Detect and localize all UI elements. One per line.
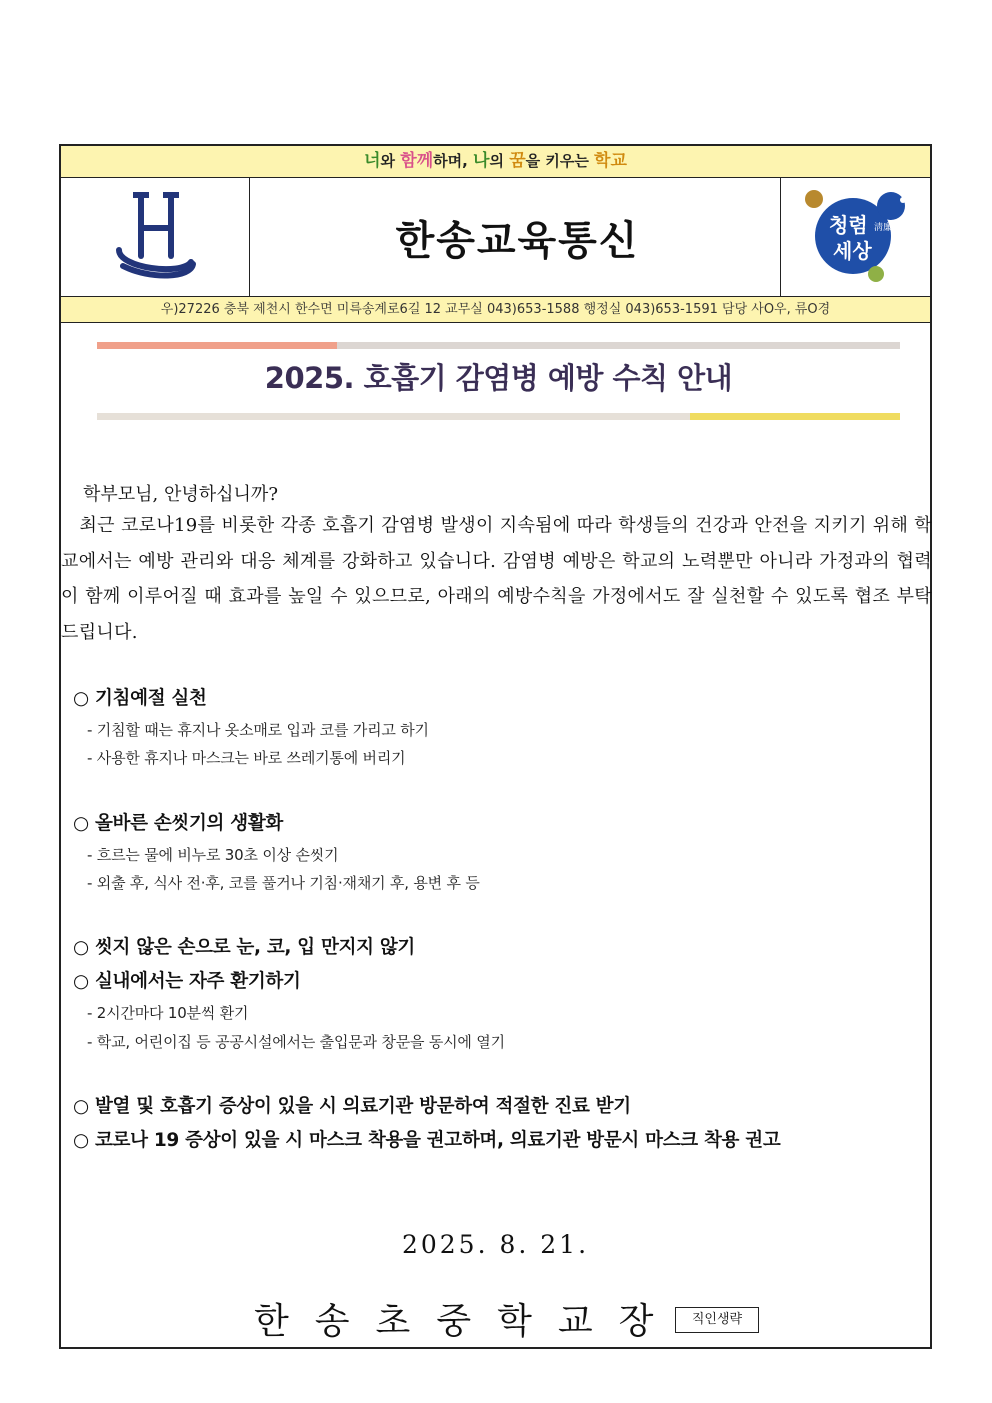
school-logo-icon — [61, 178, 250, 295]
motto-part: 함께 — [400, 151, 434, 171]
section-item: - 기침할 때는 휴지나 옷소매로 입과 코를 가리고 하기 — [87, 721, 429, 739]
issue-date: 2025. 8. 21. — [401, 1230, 590, 1259]
motto-part: 나 — [473, 151, 490, 171]
integrity-emblem-icon — [781, 178, 929, 295]
motto-part: 학교 — [594, 151, 627, 171]
principal-signature-line: 한송초중학교장 — [254, 1301, 680, 1342]
school-logo-cell — [61, 178, 250, 296]
section-item: - 흐르는 물에 비누로 30초 이상 손씻기 — [87, 846, 339, 864]
top-divider — [337, 342, 900, 349]
motto-part: 을 키우는 — [525, 152, 595, 170]
section-item: - 2시간마다 10분씩 환기 — [87, 1004, 249, 1022]
emblem-text-1: 청렴 — [829, 213, 868, 237]
motto-part: 꿈 — [509, 151, 526, 171]
section-item: - 사용한 휴지나 마스크는 바로 쓰레기통에 버리기 — [87, 749, 406, 767]
school-motto — [61, 146, 930, 178]
motto-part: 와 — [380, 152, 401, 170]
section-title: ○ 씻지 않은 손으로 눈, 코, 입 만지지 않기 — [73, 937, 415, 958]
newsletter-frame — [59, 144, 932, 1349]
emblem-text-2: 淸廉 — [874, 223, 893, 233]
bottom-divider — [97, 413, 690, 420]
greeting: 학부모님, 안녕하십니까? — [83, 484, 278, 505]
top-divider-accent — [97, 342, 337, 349]
intro-paragraph: 최근 코로나19를 비롯한 각종 호흡기 감염병 발생이 지속됨에 따라 학생들의 건강과 안전을 지키기 위해 학교에서는 예방 관리와 대응 체계를 강화하고 있습니다. 감염병 예방은 학교의 노력뿐만 아니라 가정과의 협력이 함께 이루어질 때 효과를 높일 수 있으므로, 아래의 예방수칙을 가정에서도 잘 실천할 수 있도록 협조 부탁드립니다. — [61, 515, 932, 643]
section-title: ○ 올바른 손씻기의 생활화 — [73, 813, 283, 834]
integrity-emblem — [780, 178, 930, 296]
masthead — [61, 178, 930, 297]
newsletter-title: 한송교육통신 — [395, 217, 640, 264]
section-item: - 외출 후, 식사 전·후, 코를 풀거나 기침·재채기 후, 용변 후 등 — [87, 874, 480, 892]
section-title: ○ 실내에서는 자주 환기하기 — [73, 971, 301, 992]
section-title: ○ 코로나 19 증상이 있을 시 마스크 착용을 권고하며, 의료기관 방문시 마스크 착용 권고 — [73, 1130, 781, 1151]
bottom-divider-accent — [690, 413, 900, 420]
section-item: - 학교, 어린이집 등 공공시설에서는 출입문과 창문을 동시에 열기 — [87, 1033, 505, 1051]
motto-part: 의 — [489, 152, 510, 170]
section-title: ○ 기침예절 실천 — [73, 688, 207, 709]
section-title: ○ 발열 및 호흡기 증상이 있을 시 의료기관 방문하여 적절한 진료 받기 — [73, 1096, 631, 1117]
seal-omitted-box: 직인생략 — [675, 1307, 759, 1333]
school-address: 우)27226 충북 제천시 한수면 미륵송계로6길 12 교무실 043)653-1588 행정실 043)653-1591 담당 사O우, 류O경 — [61, 297, 930, 323]
motto-part: 하며, — [433, 152, 474, 170]
notice-title: 2025. 호흡기 감염병 예방 수칙 안내 — [264, 361, 733, 395]
emblem-text-3: 세상 — [833, 239, 872, 263]
motto-part: 너 — [364, 151, 381, 171]
